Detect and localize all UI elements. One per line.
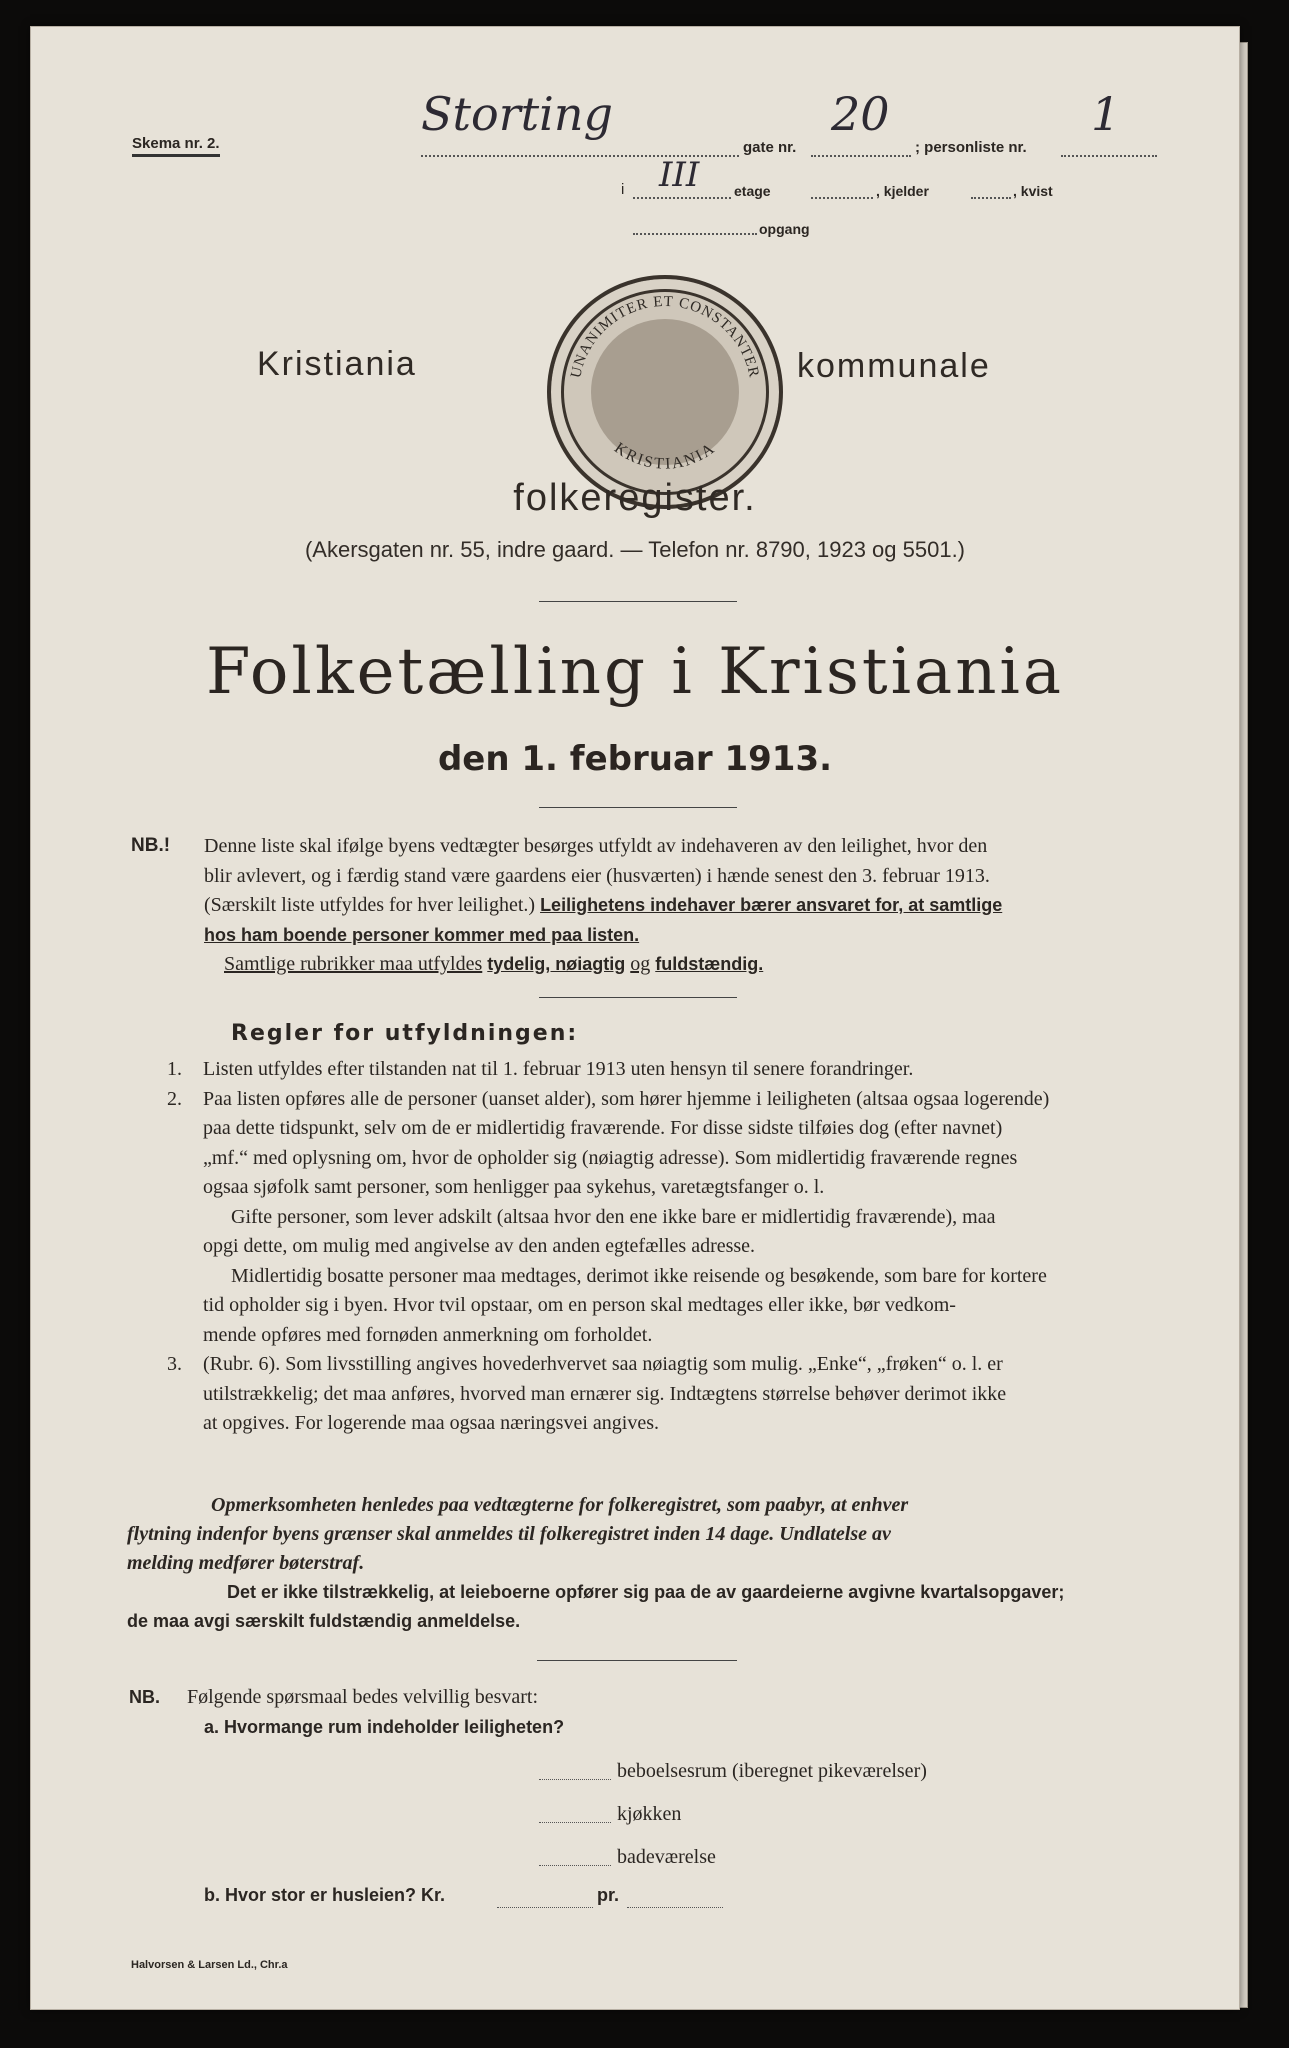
personliste-label: ; personliste nr. xyxy=(915,139,1027,156)
rule-text: mende opføres med fornøden anmerkning om forholdet. xyxy=(203,1323,653,1346)
notice-line-2: flytning indenfor byens grænser skal anmeldes til folkeregistret inden 14 dage. Undlatelse av xyxy=(127,1523,891,1545)
rent-period-label: pr. xyxy=(597,1885,620,1905)
rule-line xyxy=(131,1232,1181,1262)
rule-line xyxy=(131,1291,1181,1321)
rule-number: 2. xyxy=(167,1087,182,1110)
rooms-input-line[interactable] xyxy=(539,1779,611,1780)
rent-period-line[interactable] xyxy=(627,1907,723,1908)
rule-line xyxy=(131,1262,1181,1292)
printer-imprint: Halvorsen & Larsen Ld., Chr.a xyxy=(131,1959,288,1971)
office-right: kommunale xyxy=(797,347,991,385)
rule-text: tid opholder sig i byen. Hvor tvil opstaar, om en person skal medtages eller ikke, bør vedkom- xyxy=(203,1294,956,1316)
floor-handwritten: III xyxy=(659,155,700,195)
rule-line xyxy=(131,1350,1181,1380)
seal-bottom-text: KRISTIANIA xyxy=(611,439,719,473)
nb-line-5 xyxy=(204,950,1164,980)
rules-heading: Regler for utfyldningen: xyxy=(231,1021,579,1046)
nb-line-3 xyxy=(204,891,1164,921)
rule-text: opgi dette, om mulig med angivelse av den anden egtefælles adresse. xyxy=(203,1235,756,1257)
rules-list xyxy=(131,1055,1181,1439)
divider-1 xyxy=(539,601,737,602)
nb-tydelig: tydelig, nøiagtig xyxy=(487,954,626,974)
rooms-label: beboelsesrum (iberegnet pikeværelser) xyxy=(617,1760,927,1782)
kitchen-label: kjøkken xyxy=(617,1803,682,1825)
gate-label: gate nr. xyxy=(743,139,797,156)
nb-line-3-text: (Særskilt liste utfyldes for hver leilighet.) xyxy=(204,894,536,916)
nb-block xyxy=(204,832,1164,980)
etage-line xyxy=(633,197,731,199)
questions-intro: Følgende spørsmaal bedes velvillig besvart: xyxy=(187,1686,539,1708)
street-handwritten: Storting xyxy=(421,87,613,141)
rule-text: Listen utfyldes efter tilstanden nat til 1. februar 1913 uten hensyn til senere forandringer. xyxy=(203,1058,914,1080)
office-name: folkeregister. xyxy=(513,477,757,519)
rule-line xyxy=(131,1085,1181,1115)
nb-samtlige: Samtlige rubrikker maa utfyldes xyxy=(224,953,483,975)
rule-line xyxy=(131,1321,1181,1351)
notice-bold-1: Det er ikke tilstrækkelig, at leieboerne opfører sig paa de av gaardeierne avgivne kvartalsopgaver; xyxy=(227,1582,1065,1602)
rule-number: 3. xyxy=(167,1353,182,1375)
divider-3 xyxy=(539,997,737,998)
kvist-label: , kvist xyxy=(1013,183,1053,199)
office-address: (Akersgaten nr. 55, indre gaard. — Telefon nr. 8790, 1923 og 5501.) xyxy=(304,537,966,562)
rule-line xyxy=(131,1409,1181,1439)
etage-label: etage xyxy=(734,183,771,199)
kjelder-label: , kjelder xyxy=(876,183,929,199)
gate-number-line xyxy=(811,155,911,157)
rule-text: at opgives. For logerende maa ogsaa næringsvei angives. xyxy=(203,1412,659,1434)
notice-bold-2: de maa avgi særskilt fuldstændig anmeldelse. xyxy=(127,1611,521,1631)
opgang-label: opgang xyxy=(759,221,810,237)
rule-text: Gifte personer, som lever adskilt (altsaa hvor den ene ikke bare er midlertidig fraværende), maa xyxy=(231,1205,996,1228)
i-label: i xyxy=(621,181,625,198)
office-left: Kristiania xyxy=(257,345,417,383)
nb-label: NB.! xyxy=(131,835,171,856)
nb-fuld: fuldstændig. xyxy=(655,954,764,974)
census-date: den 1. februar 1913. xyxy=(437,739,833,779)
kitchen-input-line[interactable] xyxy=(539,1822,611,1823)
rule-line xyxy=(131,1144,1181,1174)
bathroom-label: badeværelse xyxy=(617,1846,716,1868)
rule-text: Midlertidig bosatte personer maa medtages, derimot ikke reisende og besøkende, som bare for kortere xyxy=(231,1264,1047,1287)
seal-top-text: UNANIMITER ET CONSTANTER xyxy=(568,293,762,380)
divider-2 xyxy=(539,807,737,808)
nb-line-2: blir avlevert, og i færdig stand være gaardens eier (husværten) i hænde senest den 3. februar 1913. xyxy=(204,864,990,887)
rule-number: 1. xyxy=(167,1058,182,1080)
rule-text: „mf.“ med oplysning om, hvor de opholder sig (nøiagtig adresse). Som midlertidig fraværende regnes xyxy=(203,1146,1018,1169)
svg-text:KRISTIANIA xyxy=(611,439,719,472)
rule-line xyxy=(131,1055,1181,1085)
personliste-line xyxy=(1061,155,1157,157)
question-b: b. Hvor stor er husleien? Kr. xyxy=(204,1885,446,1905)
census-form xyxy=(30,26,1240,2010)
main-title: Folketælling i Kristiania xyxy=(205,635,1065,709)
rule-text: Paa listen opføres alle de personer (uanset alder), som hører hjemme i leiligheten (altsaa ogsaa logerende) xyxy=(203,1087,1050,1110)
notice-line-1: Opmerksomheten henledes paa vedtægterne for folkeregistret, som paabyr, at enhver xyxy=(211,1494,909,1516)
svg-text:UNANIMITER ET CONSTANTER xyxy=(568,294,762,380)
nb-bold-1: Leilighetens indehaver bærer ansvaret for, at samtlige xyxy=(540,895,1003,915)
rule-line xyxy=(131,1173,1181,1203)
city-seal xyxy=(547,275,783,509)
kjelder-line xyxy=(811,197,873,199)
rule-text: ogsaa sjøfolk samt personer, som henligger paa sykehus, varetægtsfanger o. l. xyxy=(203,1176,825,1198)
rule-text: (Rubr. 6). Som livsstilling angives hovederhvervet saa nøiagtig som mulig. „Enke“, „frøken“ o. l. er xyxy=(203,1353,1003,1375)
gate-number-handwritten: 20 xyxy=(831,87,890,141)
rent-input-line[interactable] xyxy=(497,1907,593,1908)
bathroom-input-line[interactable] xyxy=(539,1865,611,1866)
divider-4 xyxy=(537,1660,737,1661)
rule-line xyxy=(131,1380,1181,1410)
seal-lettering xyxy=(551,279,779,505)
personliste-number-handwritten: 1 xyxy=(1091,87,1121,141)
notice-block xyxy=(127,1491,1187,1636)
rule-text: utilstrækkelig; det maa anføres, hvorved man ernærer sig. Indtægtens størrelse behøver derimot ikke xyxy=(203,1382,1007,1405)
skema-label: Skema nr. 2. xyxy=(132,135,220,157)
opgang-line xyxy=(633,233,757,235)
nb-line-1: Denne liste skal ifølge byens vedtægter besørges utfyldt av indehaveren av den leilighet, hvor den xyxy=(204,835,988,857)
nb-og: og xyxy=(630,953,651,975)
rule-line xyxy=(131,1114,1181,1144)
question-a: a. Hvormange rum indeholder leiligheten? xyxy=(204,1717,565,1737)
rule-text: paa dette tidspunkt, selv om de er midlertidig fraværende. For disse sidste tilføies dog (efter navnet) xyxy=(203,1117,1003,1139)
questions-nb: NB. xyxy=(129,1687,160,1707)
kvist-line xyxy=(971,197,1011,199)
nb-bold-2: hos ham boende personer kommer med paa listen. xyxy=(204,924,640,945)
notice-line-3: melding medfører bøterstraf. xyxy=(127,1552,365,1574)
rule-line xyxy=(131,1203,1181,1233)
